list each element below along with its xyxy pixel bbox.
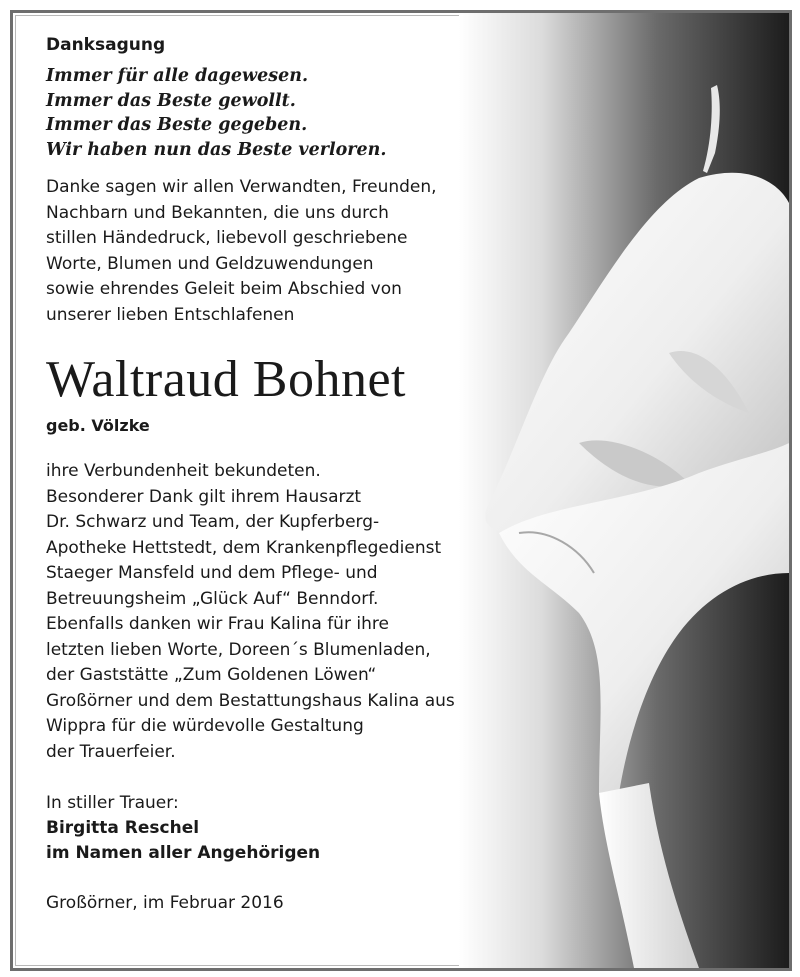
text-line: Worte, Blumen und Geldzuwendungen (46, 253, 374, 274)
motto-line: Wir haben nun das Beste verloren. (46, 139, 387, 160)
obituary-card (10, 10, 792, 971)
motto-line: Immer für alle dagewesen. (46, 66, 309, 86)
text-line: ihre Verbundenheit bekundeten. (46, 461, 321, 481)
motto (46, 64, 516, 162)
place-date: Großörner, im Februar 2016 (46, 893, 284, 913)
text-line: Staeger Mansfeld und dem Pflege- und (46, 563, 378, 583)
intro-paragraph (46, 175, 516, 328)
text-line: Apotheke Hettstedt, dem Krankenpflegedienst (46, 537, 442, 558)
text-line: Betreuungsheim „Glück Auf“ Benndorf. (46, 588, 379, 609)
text-line: sowie ehrendes Geleit beim Abschied von (46, 279, 402, 299)
motto-line: Immer das Beste gewollt. (46, 90, 296, 111)
text-line: Wippra für die würdevolle Gestaltung (46, 716, 364, 736)
signature-label: In stiller Trauer: (46, 793, 179, 813)
text-line: Ebenfalls danken wir Frau Kalina für ihre (46, 614, 389, 634)
text-line: unserer lieben Entschlafenen (46, 304, 295, 325)
thanks-paragraph (46, 459, 516, 765)
text-line: Danke sagen wir allen Verwandten, Freunden, (46, 177, 437, 197)
signature-name: Birgitta Reschel (46, 818, 200, 838)
text-line: Nachbarn und Bekannten, die uns durch (46, 202, 389, 223)
text-line: der Trauerfeier. (46, 741, 176, 762)
obituary-text (46, 35, 516, 913)
deceased-name: Waltraud Bohnet (46, 351, 406, 408)
maiden-name: geb. Völzke (46, 416, 150, 435)
text-line: Dr. Schwarz und Team, der Kupferberg- (46, 512, 380, 532)
signature-group: im Namen aller Angehörigen (46, 843, 321, 863)
text-line: letzten lieben Worte, Doreen´s Blumenladen, (46, 639, 431, 660)
text-line: Besonderer Dank gilt ihrem Hausarzt (46, 486, 362, 507)
motto-line: Immer das Beste gegeben. (46, 115, 308, 135)
text-line: Großörner und dem Bestattungshaus Kalina aus (46, 690, 455, 711)
heading: Danksagung (46, 35, 166, 55)
text-line: der Gaststätte „Zum Goldenen Löwen“ (46, 665, 377, 685)
text-line: stillen Händedruck, liebevoll geschriebene (46, 228, 408, 248)
